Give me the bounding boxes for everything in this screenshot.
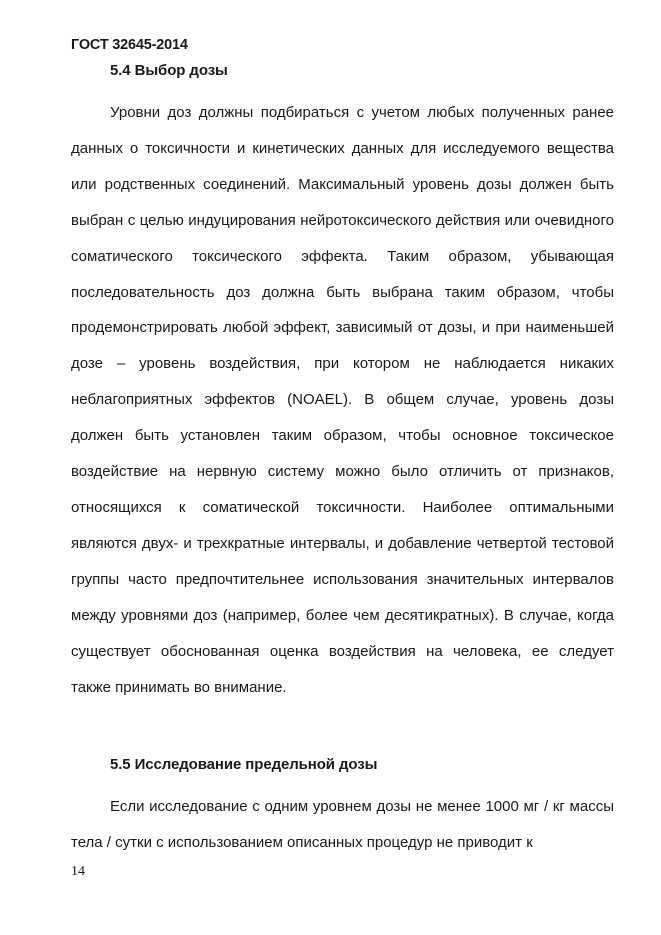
section-heading-5-4: 5.4 Выбор дозы xyxy=(110,62,228,79)
page-number: 14 xyxy=(71,864,85,879)
section-heading-5-5: 5.5 Исследование предельной дозы xyxy=(110,756,378,773)
section-paragraph-5-5: Если исследование с одним уровнем дозы не менее 1000 мг / кг массы тела / сутки с использованием описанных процедур не приводит к xyxy=(71,798,614,851)
document-header: ГОСТ 32645-2014 xyxy=(71,37,188,53)
section-paragraph-5-4: Уровни доз должны подбираться с учетом любых полученных ранее данных о токсичности и кинетических данных для исследуемого вещества или родственных соединений. Максимальный уровень дозы должен быть выбран с целью индуцирования нейротоксического действия или очевидного соматического токсического эффекта. Таким образом, убывающая последовательность доз должна быть выбрана таким образом, чтобы продемонстрировать любой эффект, зависимый от дозы, и при наименьшей дозе – уровень воздействия, при котором не наблюдается никаких неблагоприятных эффектов (NOAEL). В общем случае, уровень дозы должен быть установлен таким образом, чтобы основное токсическое воздействие на нервную систему можно было отличить от признаков, относящихся к соматической токсичности. Наиболее оптимальными являются двух- и трехкратные интервалы, и добавление четвертой тестовой группы часто предпочтительнее использования значительных интервалов между уровнями доз (например, более чем десятикратных). В случае, когда существует обоснованная оценка воздействия на человека, ее следует также принимать во внимание. xyxy=(71,104,614,696)
